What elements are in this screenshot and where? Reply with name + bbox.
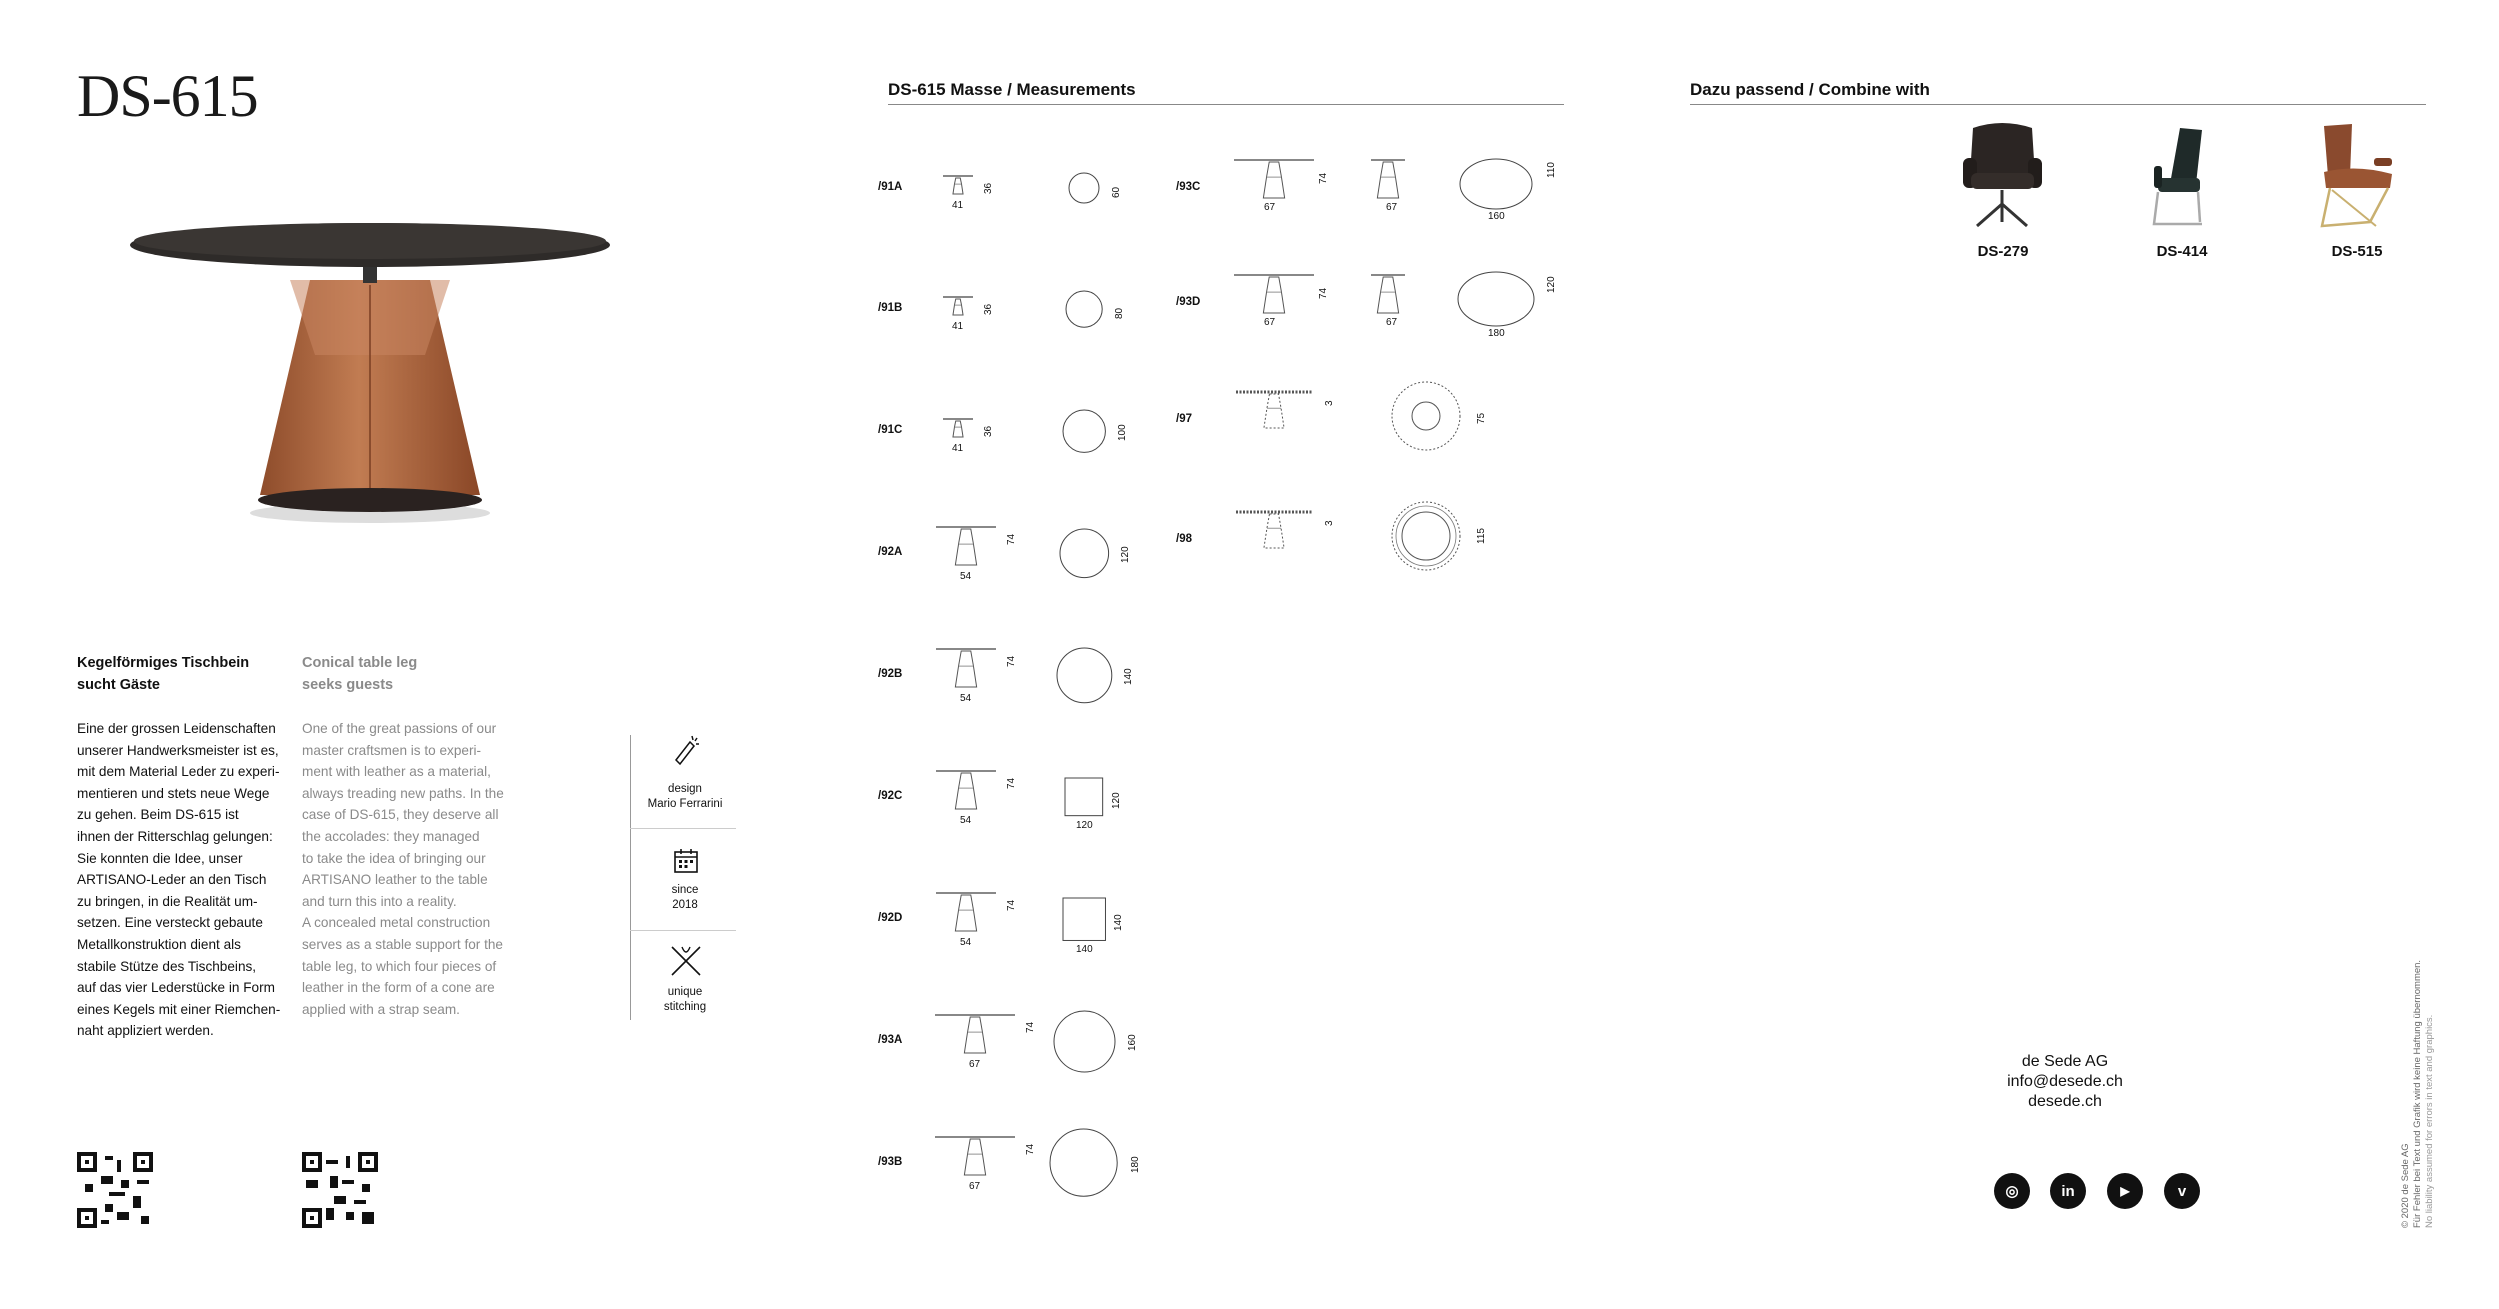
measurement-code: /91A [878,181,903,193]
top-view-drawing [1061,896,1107,942]
side-view-drawing [939,174,977,198]
chair-image [2310,118,2400,230]
badge-stitching: unique stitching [663,986,707,1013]
side-view-drawing [932,647,1000,691]
dimension-width: 41 [952,321,964,332]
dimension-top: 60 [1111,186,1122,198]
youtube-icon[interactable]: ▶ [2107,1173,2143,1209]
dimension-width: 67 [969,1059,981,1070]
dimension-height: 74 [1025,1021,1036,1033]
contact-company: de Sede AG [2021,1053,2109,1070]
dimension-width: 67 [969,1181,981,1192]
dimension-height: 74 [1006,655,1017,667]
combine-heading: Dazu passend / Combine with [1690,80,2426,105]
side-view-drawing [931,1013,1019,1057]
side-view-drawing [939,295,977,319]
dimension-top: 115 [1476,528,1487,544]
dimension-width: 41 [952,200,964,211]
page-title: DS-615 [77,63,258,129]
dimension-top: 140 [1123,668,1135,685]
dimension-height: 74 [1006,533,1017,545]
dimension-top: 120 [1120,546,1132,563]
dimension-top-width: 140 [1076,944,1093,956]
dimension-height: 74 [1318,287,1329,299]
dimension-width: 67 [1386,317,1398,328]
heading-de: Kegelförmiges Tischbein sucht Gäste [77,655,250,693]
measurement-code: /93D [1176,296,1201,308]
dimension-width: 54 [960,815,972,826]
side-view-drawing [931,1135,1019,1179]
heading-en: Conical table leg seeks guests [302,655,418,693]
dimension-top-width: 160 [1488,211,1505,222]
chair-image [1955,118,2050,230]
top-view-drawing [1390,500,1462,572]
measurement-code: /93B [878,1156,903,1168]
top-view-drawing [1067,171,1101,205]
vimeo-icon[interactable]: v [2164,1173,2200,1209]
chair-image [2140,122,2220,230]
side-view-drawing [1364,158,1412,204]
top-view-drawing [1390,380,1462,452]
body-text-en: One of the great passions of our master craftsmen is to experi- ment with leather as a material, always treading new paths. In the case of DS-615, they deserve all the accolades: they managed to take the idea of bringing our ARTISANO leather to the table and turn this into a reality. A concealed metal construction serves as a stable support for the table leg, to which four pieces of leather in the form of a cone are applied with a strap seam. [302,721,504,1017]
dimension-width: 67 [1264,317,1276,328]
measurements-heading: DS-615 Masse / Measurements [888,80,1564,105]
dimension-top: 80 [1114,307,1126,319]
dimension-height: 3 [1324,400,1335,406]
dimension-top: 180 [1129,1156,1141,1173]
top-view-drawing [1048,1127,1119,1198]
dimension-height: 74 [1006,777,1017,789]
top-view-drawing [1052,1009,1117,1074]
top-view-drawing [1458,157,1534,211]
side-view-drawing [932,891,1000,935]
side-view-drawing [1228,158,1320,204]
side-view-drawing [1228,390,1320,436]
dimension-height: 74 [1025,1143,1036,1155]
side-view-drawing [939,417,977,441]
badge-design: design Mario Ferrarini [647,783,723,810]
top-view-drawing [1055,646,1114,705]
measurement-code: /91B [878,302,903,314]
dimension-width: 54 [960,693,972,704]
qr-code [77,1152,153,1228]
dimension-top: 120 [1546,276,1557,293]
measurement-code: /93C [1176,181,1201,193]
top-view-drawing [1058,527,1111,580]
dimension-top-width: 120 [1076,819,1093,831]
dimension-top: 120 [1110,792,1122,809]
side-view-drawing [1364,273,1412,319]
calendar-icon [673,848,699,874]
dimension-width: 41 [952,443,964,454]
product-image-table [125,215,615,525]
linkedin-icon[interactable]: in [2050,1173,2086,1209]
side-view-drawing [1228,273,1320,319]
dimension-width: 54 [960,571,972,582]
dimension-top: 75 [1476,412,1487,424]
measurement-code: /98 [1176,533,1192,545]
dimension-height: 74 [1318,172,1329,184]
top-view-drawing [1061,408,1107,454]
dimension-height: 36 [983,303,994,315]
dimension-height: 3 [1324,520,1335,526]
top-view-drawing [1456,270,1536,328]
measurement-code: /92D [878,912,903,924]
legal-copyright: © 2020 de Sede AG [2400,1143,2411,1228]
chair-label: DS-414 [2156,243,2208,260]
dimension-top-width: 180 [1488,328,1505,339]
pen-icon [670,732,702,766]
measurement-code: /92A [878,546,903,558]
dimension-top: 140 [1113,914,1125,931]
dimension-height: 36 [983,182,994,194]
dimension-width: 67 [1386,202,1398,213]
badge-since: since 2018 [671,884,699,911]
top-view-drawing [1063,776,1105,818]
contact-email[interactable]: info@desede.ch [2007,1073,2123,1090]
side-view-drawing [932,525,1000,569]
chair-label: DS-515 [2331,243,2383,260]
measurement-code: /97 [1176,413,1192,425]
side-view-drawing [932,769,1000,813]
chair-label: DS-279 [1977,243,2029,260]
measurement-code: /93A [878,1034,903,1046]
measurement-code: /91C [878,424,903,436]
top-view-drawing [1064,289,1104,329]
instagram-icon[interactable]: ◎ [1994,1173,2030,1209]
dimension-top: 160 [1126,1034,1138,1051]
legal-disclaimer-en: No liability assumed for errors in text and graphics. [2424,1014,2435,1228]
measurement-code: /92B [878,668,903,680]
side-view-drawing [1228,510,1320,556]
needle-icon [668,943,704,979]
legal-disclaimer-de: Für Fehler bei Text und Grafik wird keine Haftung übernommen. [2412,959,2423,1228]
qr-code [302,1152,378,1228]
body-text-de: Eine der grossen Leidenschaften unserer Handwerksmeister ist es, mit dem Material Leder zu experi- mentieren und stets neue Wege zu gehen. Beim DS-615 ist ihnen der Ritterschlag gelungen: Sie konnten die Idee, unser ARTISANO-Leder an den Tisch zu bringen, in die Realität um- setzen. Eine versteckt gebaute Metallkonstruktion dient als stabile Stütze des Tischbeins, auf das vier Lederstücke in Form eines Kegels mit einer Riemchen- naht appliziert werden. [77,721,281,1039]
dimension-top: 100 [1117,424,1129,441]
dimension-top: 110 [1546,162,1557,178]
dimension-height: 36 [983,425,994,437]
dimension-width: 67 [1264,202,1276,213]
dimension-width: 54 [960,937,972,948]
measurement-code: /92C [878,790,903,802]
dimension-height: 74 [1006,899,1017,911]
contact-website[interactable]: desede.ch [2028,1093,2102,1110]
